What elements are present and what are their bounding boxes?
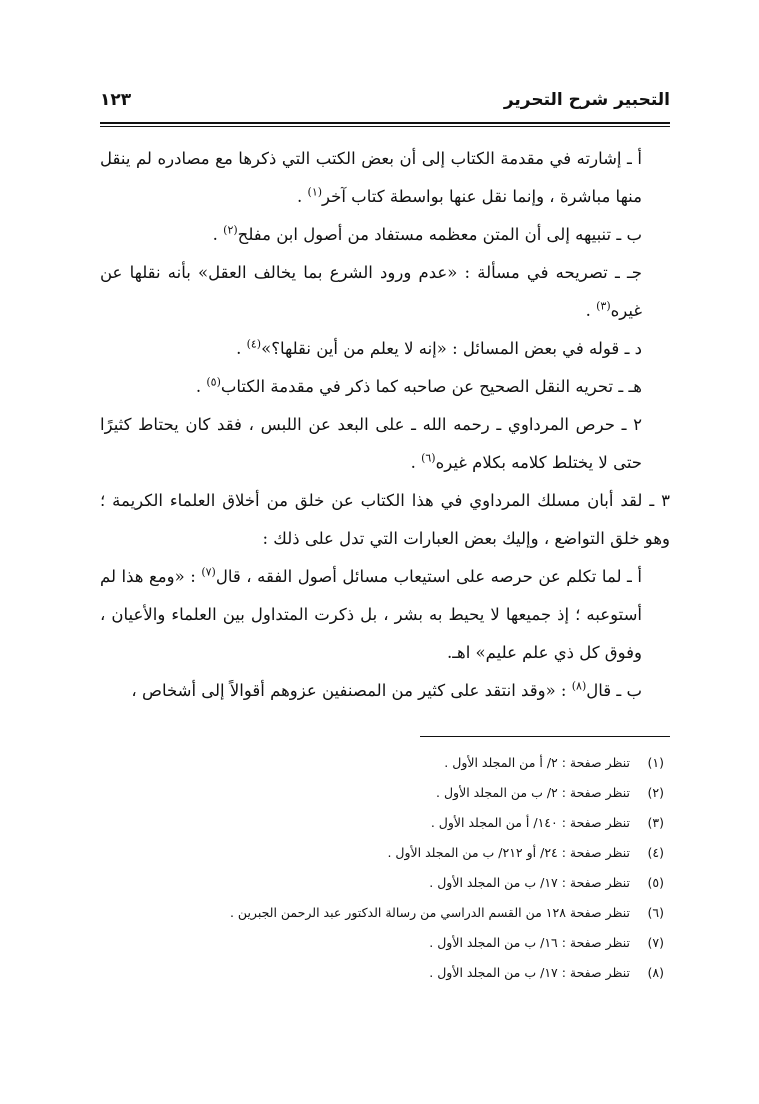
footnote-ref: (٨) [571, 679, 587, 693]
footnote-ref: (٣) [596, 299, 611, 313]
footnote-item: (٣)تنظر صفحة : ١٤٠/ أ من المجلد الأول . [430, 815, 664, 830]
running-header [100, 88, 670, 118]
footnote-ref: (٢) [223, 223, 238, 237]
footnote-item: (٨)تنظر صفحة : ١٧/ ب من المجلد الأول . [429, 965, 664, 980]
paragraph-3: ٣ ـ لقد أبان مسلك المرداوي في هذا الكتاب عن خلق من أخلاق العلماء الكريمة ؛ وهو خلق التواضع ، وإليك بعض العبارات التي تدل على ذلك : [100, 491, 670, 548]
footnote-ref: (٥) [206, 375, 221, 389]
paragraph-b: ب ـ تنبيهه إلى أن المتن معظمه مستفاد من أصول ابن مفلح$^{(٢)}$ . [212, 223, 642, 244]
running-title: التحبير شرح التحرير [503, 90, 670, 110]
paragraph-d: د ـ قوله في بعض المسائل : «إنه لا يعلم من أين نقلها؟»$^{(٤)}$ . [236, 337, 642, 358]
page-number: ١٢٣ [100, 90, 132, 110]
footnote-item: (٤)تنظر صفحة : ٢٤/ أو ٢١٢/ ب من المجلد الأول . [387, 845, 664, 860]
footnote-ref: (٧) [201, 565, 216, 579]
footnote-item: (٢)تنظر صفحة : ٢/ ب من المجلد الأول . [436, 785, 664, 800]
paragraph-e: هـ ـ تحريه النقل الصحيح عن صاحبه كما ذكر في مقدمة الكتاب$^{(٥)}$ . [195, 375, 642, 396]
paragraph-3b: ب ـ قال$^{(٨)}$ : «وقد انتقد على كثير من المصنفين عزوهم أقوالاً إلى أشخاص ، [131, 679, 642, 700]
footnote-rule [420, 736, 670, 737]
footnote-item: (١)تنظر صفحة : ٢/ أ من المجلد الأول . [444, 755, 664, 770]
footnotes [100, 748, 670, 988]
header-rule [100, 122, 670, 127]
footnote-ref: (٦) [421, 451, 436, 465]
paragraph-3a: أ ـ لما تكلم عن حرصه على استيعاب مسائل أصول الفقه ، قال$^{(٧)}$ : «ومع هذا لم أستوعبه ؛ إذ جميعها لا يحيط به بشر ، بل ذكرت المتداول بين العلماء والأعيان ، وفوق كل ذي علم عليم» اهـ. [100, 565, 642, 662]
footnote-ref: (١) [307, 185, 323, 199]
footnote-item: (٥)تنظر صفحة : ١٧/ ب من المجلد الأول . [429, 875, 664, 890]
footnote-ref: (٤) [246, 337, 262, 351]
footnote-item: (٦)تنظر صفحة ١٢٨ من القسم الدراسي من رسالة الدكتور عبد الرحمن الجبرين . [229, 905, 664, 920]
paragraph-a: أ ـ إشارته في مقدمة الكتاب إلى أن بعض الكتب التي ذكرها مع مصادره لم ينقل منها مباشرة ، وإنما نقل عنها بواسطة كتاب آخر$^{(١)}$ . [100, 149, 642, 206]
footnote-item: (٧)تنظر صفحة : ١٦/ ب من المجلد الأول . [429, 935, 664, 950]
main-text [100, 140, 670, 710]
paragraph-2: ٢ ـ حرص المرداوي ـ رحمه الله ـ على البعد عن اللبس ، فقد كان يحتاط كثيرًا حتى لا يختلط كلامه بكلام غيره$^{(٦)}$ . [100, 415, 642, 472]
paragraph-c: جـ ـ تصريحه في مسألة : «عدم ورود الشرع بما يخالف العقل» بأنه نقلها عن غيره$^{(٣)}$ . [100, 263, 642, 320]
